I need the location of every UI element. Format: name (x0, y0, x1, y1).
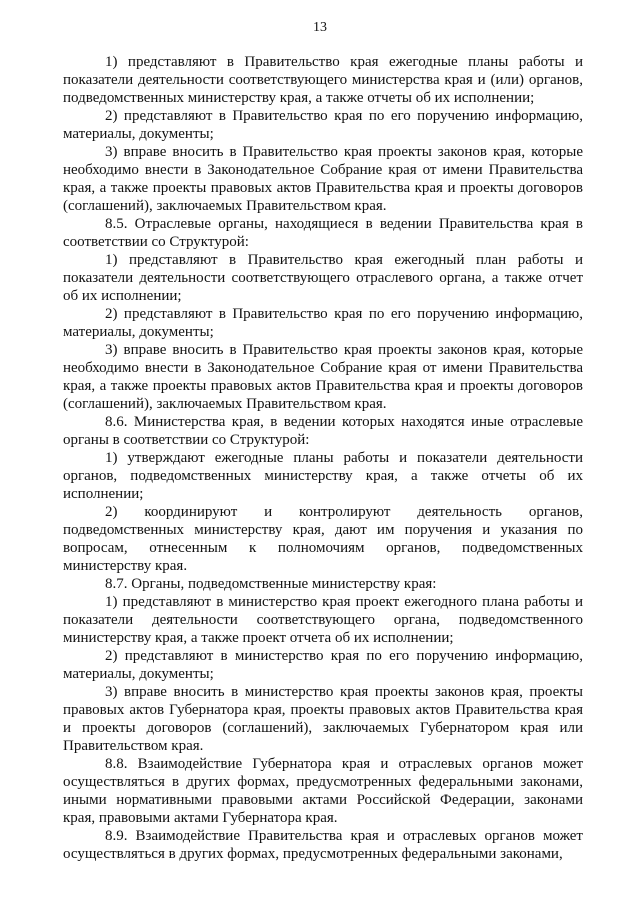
paragraph: 3) вправе вносить в министерство края проекты законов края, проекты правовых актов Губернатора края, проекты правовых актов Правительства края и проекты договоров (соглашений), заключаемых Губернатором края или Правительством края. (63, 684, 583, 754)
paragraph: 2) представляют в Правительство края по его поручению информацию, материалы, документы; (63, 306, 583, 340)
paragraph: 3) вправе вносить в Правительство края проекты законов края, которые необходимо внести в Законодательное Собрание края от имени Правительства края, а также проекты правовых актов Правительства края и проекты договоров (соглашений), заключаемых Правительством края. (63, 342, 583, 412)
section-heading-8-5: 8.5. Отраслевые органы, находящиеся в ведении Правительства края в соответствии со Структурой: (63, 216, 583, 250)
paragraph: 1) представляют в министерство края проект ежегодного плана работы и показатели деятельности соответствующего органа, подведомственного министерству края, а также проект отчета об их исполнении; (63, 594, 583, 646)
paragraph: 2) координируют и контролируют деятельность органов, подведомственных министерству края, дают им поручения и указания по вопросам, отнесенным к полномочиям органов, подведомственных министерству края. (63, 504, 583, 574)
paragraph: 2) представляют в Правительство края по его поручению информацию, материалы, документы; (63, 108, 583, 142)
paragraph: 1) представляют в Правительство края ежегодные планы работы и показатели деятельности соответствующего министерства края и (или) органов, подведомственных министерству края, а также отчеты об их исполнении; (63, 54, 583, 106)
section-heading-8-7: 8.7. Органы, подведомственные министерству края: (105, 576, 437, 592)
paragraph: 2) представляют в министерство края по его поручению информацию, материалы, документы; (63, 648, 583, 682)
section-heading-8-6: 8.6. Министерства края, в ведении которых находятся иные отраслевые органы в соответствии со Структурой: (63, 414, 583, 448)
paragraph: 1) представляют в Правительство края ежегодный план работы и показатели деятельности соответствующего отраслевого органа, а также отчет об их исполнении; (63, 252, 583, 304)
paragraph: 1) утверждают ежегодные планы работы и показатели деятельности органов, подведомственных министерству края, а также отчеты об их исполнении; (63, 450, 583, 502)
document-body (63, 53, 583, 863)
page-number: 13 (313, 20, 327, 35)
section-8-8: 8.8. Взаимодействие Губернатора края и отраслевых органов может осуществляться в других формах, предусмотренных федеральными законами, иными нормативными правовыми актами Российской Федерации, законами края, правовыми актами Губернатора края. (63, 756, 583, 826)
section-8-9: 8.9. Взаимодействие Правительства края и отраслевых органов может осуществляться в других формах, предусмотренных федеральными законами, (63, 828, 583, 862)
paragraph: 3) вправе вносить в Правительство края проекты законов края, которые необходимо внести в Законодательное Собрание края от имени Правительства края, а также проекты правовых актов Правительства края и проекты договоров (соглашений), заключаемых Правительством края. (63, 144, 583, 214)
